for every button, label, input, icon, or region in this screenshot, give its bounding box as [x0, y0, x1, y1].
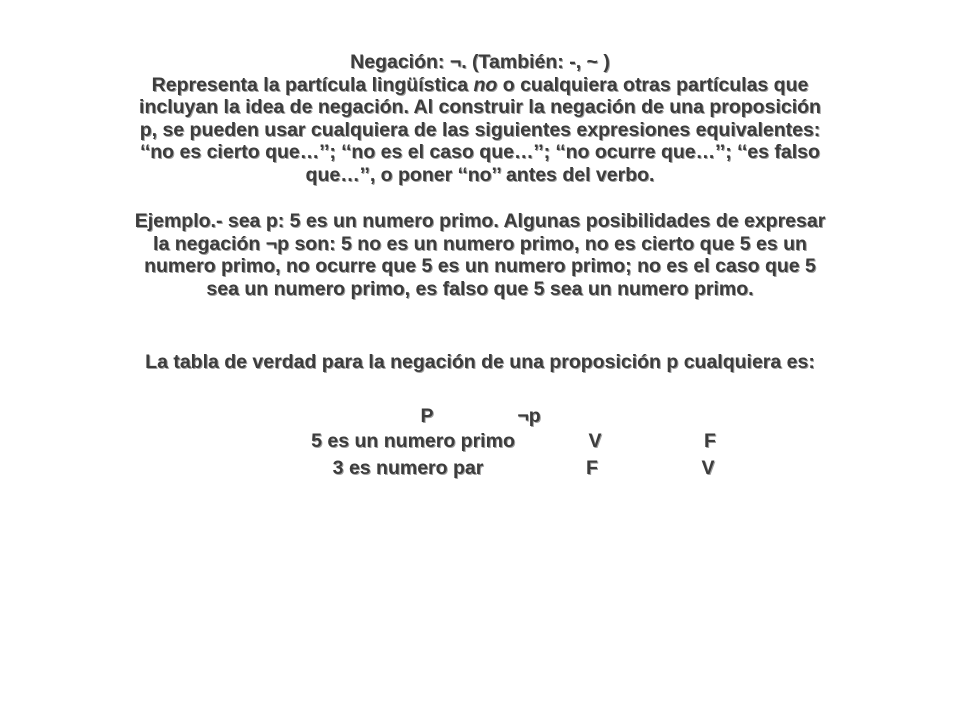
- table-row-2-not-p-value: V: [701, 457, 715, 479]
- table-header-not-p: ¬p: [517, 405, 541, 427]
- table-row-1-proposition: 5 es un numero primo: [311, 430, 515, 452]
- truth-table: [0, 405, 960, 485]
- negation-heading: Negación: ¬. (También: -, ~ ): [350, 51, 610, 73]
- table-row-2-proposition: 3 es numero par: [332, 457, 484, 479]
- negation-definition: [130, 51, 830, 186]
- truth-table-intro: La tabla de verdad para la negación de una proposición p cualquiera es:: [145, 351, 815, 373]
- description-text-end: o cualquiera otras partículas que incluyan la idea de negación. Al construir la negación de una proposición p, se pueden usar cualquiera de las siguientes expresiones equivalentes: ‘‘no es cierto que…’’; ‘‘no es el caso que…’’; ‘‘no ocurre que…’’; ‘‘es falso que…’’, o poner ‘‘no’’ antes del verbo.: [139, 73, 821, 186]
- description-text-start: Representa la partícula lingüística: [151, 73, 474, 96]
- description-keyword-no: no: [473, 73, 498, 96]
- example-paragraph: Ejemplo.- sea p: 5 es un numero primo. Algunas posibilidades de expresar la negación ¬p son: 5 no es un numero primo, no es cierto que 5 es un numero primo, no ocurre que 5 es un numero primo; no es el caso que 5 sea un numero primo, es falso que 5 sea un numero primo.: [134, 210, 826, 300]
- table-row-2-p-value: F: [586, 457, 598, 479]
- negation-description: [130, 74, 830, 187]
- table-header-p: P: [420, 405, 434, 427]
- table-row-1-p-value: V: [588, 430, 602, 452]
- table-row-1-not-p-value: F: [704, 430, 716, 452]
